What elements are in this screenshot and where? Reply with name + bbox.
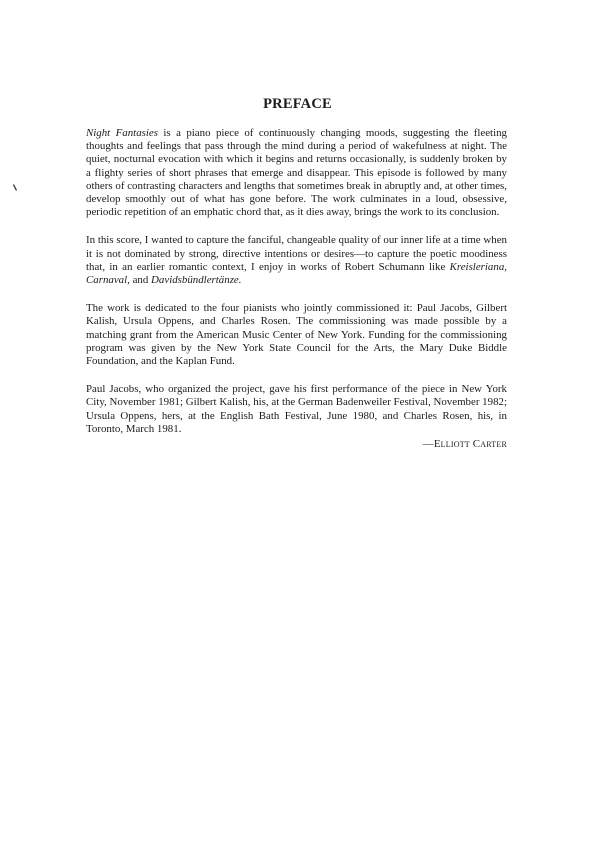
paragraph-2-segment: and bbox=[129, 274, 152, 287]
paragraph-2 bbox=[86, 234, 507, 287]
paragraph-2-segment: In this score, I wanted to capture the fanciful, changeable quality of our inner life at a time when it is not dominated by strong, directive intentions or desires—to capture the poetic moodiness that, in an earlier romantic context, I enjoy in works of Robert Schumann like bbox=[86, 234, 507, 273]
paragraph-1 bbox=[86, 127, 507, 219]
paragraph-1-segment: is a piano piece of continuously changing moods, suggesting the fleeting thoughts and feelings that pass through the mind during a period of wakefulness at night. The quiet, nocturnal evocation with which it begins and returns occasionally, is suddenly broken by a flighty series of short phrases that emerge and disappear. This episode is followed by many others of contrasting characters and lengths that sometimes break in abruptly and, at other times, develop smoothly out of what has gone before. The work culminates in a loud, obsessive, periodic repetition of an emphatic chord that, as it dies away, brings the work to its conclusion. bbox=[86, 127, 508, 219]
paragraph-2-segment: Davidsbündlertänze. bbox=[151, 274, 242, 287]
scan-speck-mark bbox=[13, 184, 17, 191]
signature-text: —Elliott Carter bbox=[422, 438, 507, 451]
paragraph-4-segment: Paul Jacobs, who organized the project, gave his first performance of the piece in New York City, November 1981; Gilbert Kalish, his, at the German Badenweiler Festival, November 1982; Ursula Oppens, hers, at the English Bath Festival, June 1980, and Charles Rosen, his, in Toronto, March 1981. bbox=[86, 383, 507, 435]
author-signature bbox=[86, 438, 507, 451]
page-title: PREFACE bbox=[263, 96, 332, 112]
paragraph-1-segment: Night Fantasies bbox=[86, 127, 158, 139]
paragraph-3-segment: The work is dedicated to the four pianists who jointly commissioned it: Paul Jacobs, Gilbert Kalish, Ursula Oppens, and Charles Rosen. The commissioning was made possible by a matching grant from the American Music Center of New York. Funding for the commissioning program was given by the New York State Council for the Arts, the Mary Duke Biddle Foundation, and the Kaplan Fund. bbox=[86, 302, 507, 368]
preface-body bbox=[86, 127, 507, 451]
paragraph-3 bbox=[86, 302, 507, 368]
paragraph-4 bbox=[86, 383, 507, 436]
paragraph-2-segment: Kreisleriana, Carnaval, bbox=[86, 260, 507, 287]
